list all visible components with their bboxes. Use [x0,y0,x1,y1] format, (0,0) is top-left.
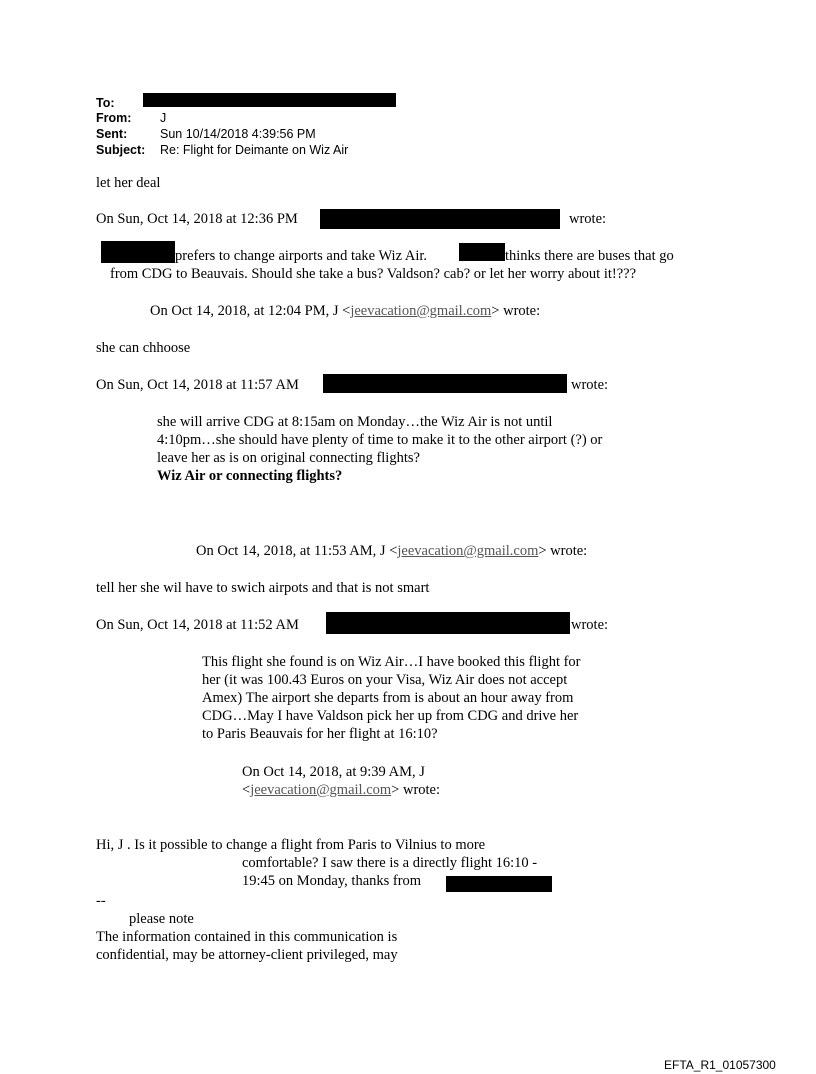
message-line: to Paris Beauvais for her flight at 16:10? [202,726,438,742]
reply-intro [150,303,540,320]
intro-text: < [242,782,251,798]
email-link[interactable]: jeevacation@gmail.com [350,303,492,319]
sent-label: Sent: [96,127,128,141]
reply-wrote: wrote: [569,211,607,227]
message-line: Amex) The airport she departs from is about an hour away from [202,690,574,706]
reply-wrote: wrote: [571,617,609,633]
disclaimer-line: The information contained in this communication is [96,929,398,945]
message-body: she can chhoose [96,340,191,356]
subject-value: Re: Flight for Deimante on Wiz Air [160,143,349,157]
message-body: let her deal [96,175,161,191]
redaction-bar [459,243,505,261]
message-line: leave her as is on original connecting flights? [157,450,420,466]
message-body: tell her she wil have to swich airpots and that is not smart [96,580,430,596]
message-line: This flight she found is on Wiz Air…I have booked this flight for [202,654,581,670]
signature-dash: -- [96,893,106,909]
signature-note: please note [129,911,194,927]
reply-intro: On Oct 14, 2018, at 9:39 AM, J [242,764,425,780]
message-line: comfortable? I saw there is a directly flight 16:10 - [242,855,538,871]
message-line: thinks there are buses that go [505,248,674,264]
intro-text: > wrote: [538,543,588,559]
message-line: prefers to change airports and take Wiz Air. [175,248,428,264]
message-line: 19:45 on Monday, thanks from [242,873,422,889]
disclaimer-line: confidential, may be attorney-client privileged, may [96,947,398,963]
sent-value: Sun 10/14/2018 4:39:56 PM [160,127,316,141]
redaction-bar [101,241,175,263]
redaction-bar [446,876,552,892]
redaction-bar [143,93,396,107]
from-label: From: [96,111,132,125]
intro-text: > wrote: [491,303,541,319]
reply-intro [196,543,587,560]
reply-wrote: wrote: [571,377,609,393]
message-line: 4:10pm…she should have plenty of time to make it to the other airport (?) or [157,432,603,448]
intro-text: > wrote: [391,782,441,798]
intro-text: On Oct 14, 2018, at 11:53 AM, J < [196,543,398,559]
message-line: her (it was 100.43 Euros on your Visa, Wiz Air does not accept [202,672,568,688]
reply-intro: On Sun, Oct 14, 2018 at 11:52 AM [96,617,299,633]
intro-text: On Oct 14, 2018, at 12:04 PM, J < [150,303,351,319]
email-link[interactable]: jeevacation@gmail.com [250,782,392,798]
redaction-bar [326,612,570,634]
email-link[interactable]: jeevacation@gmail.com [397,543,539,559]
reply-intro: On Sun, Oct 14, 2018 at 12:36 PM [96,211,298,227]
redaction-bar [323,374,567,393]
message-line: Hi, J . Is it possible to change a flight from Paris to Vilnius to more [96,837,486,853]
message-line: CDG…May I have Valdson pick her up from CDG and drive her [202,708,579,724]
message-line-bold: Wiz Air or connecting flights? [157,468,343,484]
document-id: EFTA_R1_01057300 [664,1058,776,1072]
redaction-bar [320,209,560,229]
message-line: she will arrive CDG at 8:15am on Monday…the Wiz Air is not until [157,414,553,430]
subject-label: Subject: [96,143,146,157]
to-label: To: [96,96,115,110]
reply-intro: On Sun, Oct 14, 2018 at 11:57 AM [96,377,299,393]
message-line: from CDG to Beauvais. Should she take a bus? Valdson? cab? or let her worry about it!??? [110,266,637,282]
reply-intro-email [242,782,440,799]
from-value: J [160,111,167,125]
